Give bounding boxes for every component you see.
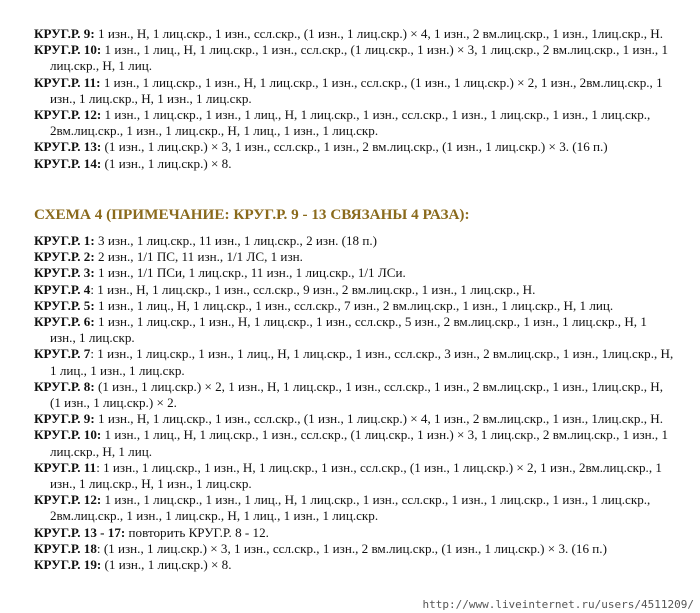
round-row: [34, 233, 674, 249]
round-row: [34, 411, 674, 427]
round-text: 1 изн., 1 лиц.скр., 1 изн., Н, 1 лиц.скр., 1 изн., ссл.скр., (1 изн., 1 лиц.скр.) × 2, 1 изн., 2вм.лиц.скр., 1 изн., 1 лиц.скр., Н, 1 изн., 1 лиц.скр.: [50, 74, 663, 106]
round-text: 1 изн., 1/1 ПСи, 1 лиц.скр., 11 изн., 1 лиц.скр., 1/1 ЛСи.: [94, 265, 406, 281]
round-label: КРУГ.Р. 4: [34, 281, 91, 297]
round-row: [34, 460, 674, 492]
round-label: КРУГ.Р. 7: [34, 346, 91, 362]
round-label: КРУГ.Р. 9:: [34, 411, 95, 427]
round-label: КРУГ.Р. 19:: [34, 557, 102, 573]
round-row: [34, 265, 674, 281]
round-text: 1 изн., Н, 1 лиц.скр., 1 изн., ссл.скр., (1 изн., 1 лиц.скр.) × 4, 1 изн., 2 вм.лиц.скр., 1 изн., 1лиц.скр., Н.: [94, 411, 664, 427]
round-text: 1 изн., 1 лиц.скр., 1 изн., 1 лиц., Н, 1 лиц.скр., 1 изн., ссл.скр., 1 изн., 1 лиц.скр., 1 изн., 1 лиц.скр., 2вм.лиц.скр., 1 изн., 1 лиц.скр., Н, 1 лиц., 1 изн., 1 лиц.скр.: [50, 107, 651, 139]
round-label: КРУГ.Р. 10:: [34, 42, 102, 58]
round-label: КРУГ.Р. 12:: [34, 107, 102, 123]
round-row: [34, 282, 674, 298]
round-label: КРУГ.Р. 11: [34, 459, 97, 475]
round-text: (1 изн., 1 лиц.скр.) × 8.: [101, 557, 232, 573]
round-text: : 1 изн., 1 лиц.скр., 1 изн., Н, 1 лиц.скр., 1 изн., ссл.скр., (1 изн., 1 лиц.скр.) × 2, 1 изн., 2вм.лиц.скр., 1 изн., 1 лиц.скр., Н, 1 изн., 1 лиц.скр.: [50, 459, 662, 492]
round-row: [34, 139, 674, 155]
round-row: [34, 541, 674, 557]
round-text: (1 изн., 1 лиц.скр.) × 8.: [101, 155, 232, 171]
round-row: [34, 379, 674, 411]
round-row: [34, 525, 674, 541]
round-text: (1 изн., 1 лиц.скр.) × 3, 1 изн., ссл.скр., 1 изн., 2 вм.лиц.скр., (1 изн., 1 лиц.скр.) × 3. (16 п.): [101, 139, 608, 155]
round-text: (1 изн., 1 лиц.скр.) × 2, 1 изн., Н, 1 лиц.скр., 1 изн., ссл.скр., 1 изн., 2 вм.лиц.скр., 1 изн., 1лиц.скр., Н, (1 изн., 1 лиц.скр.) × 2.: [50, 378, 664, 411]
round-label: КРУГ.Р. 13:: [34, 139, 102, 155]
round-row: [34, 107, 674, 139]
round-row: [34, 75, 674, 107]
scheme-4-heading: СХЕМА 4 (ПРИМЕЧАНИЕ: КРУГ.Р. 9 - 13 СВЯЗАНЫ 4 РАЗА):: [34, 206, 470, 223]
round-row: [34, 314, 674, 346]
round-text: 1 изн., 1 лиц., Н, 1 лиц.скр., 1 изн., ссл.скр., (1 лиц.скр., 1 изн.) × 3, 1 лиц.скр., 2 вм.лиц.скр., 1 изн., 1 лиц.скр., Н, 1 лиц.: [50, 427, 669, 459]
round-text: 1 изн., 1 лиц., Н, 1 лиц.скр., 1 изн., ссл.скр., 7 изн., 2 вм.лиц.скр., 1 изн., 1 лиц.скр., Н, 1 лиц.: [94, 297, 614, 313]
round-text: 2 изн., 1/1 ПС, 11 изн., 1/1 ЛС, 1 изн.: [94, 249, 303, 265]
part1-instructions: [34, 26, 674, 172]
round-label: КРУГ.Р. 18: [34, 540, 97, 556]
round-label: КРУГ.Р. 8:: [34, 378, 95, 394]
round-text: : (1 изн., 1 лиц.скр.) × 3, 1 изн., ссл.скр., 1 изн., 2 вм.лиц.скр., (1 изн., 1 лиц.скр.) × 3. (16 п.): [96, 540, 607, 556]
round-label: КРУГ.Р. 5:: [34, 297, 95, 313]
round-label: КРУГ.Р. 14:: [34, 155, 102, 171]
round-label: КРУГ.Р. 13 - 17:: [34, 524, 126, 540]
round-text: 1 изн., 1 лиц., Н, 1 лиц.скр., 1 изн., ссл.скр., (1 лиц.скр., 1 изн.) × 3, 1 лиц.скр., 2 вм.лиц.скр., 1 изн., 1 лиц.скр., Н, 1 лиц.: [50, 42, 669, 74]
round-text: : 1 изн., 1 лиц.скр., 1 изн., 1 лиц., Н, 1 лиц.скр., 1 изн., ссл.скр., 3 изн., 2 вм.лиц.скр., 1 изн., 1лиц.скр., Н, 1 лиц., 1 изн., 1 лиц.скр.: [50, 346, 674, 378]
round-row: [34, 249, 674, 265]
round-row: [34, 298, 674, 314]
round-label: КРУГ.Р. 1:: [34, 233, 95, 248]
round-row: [34, 156, 674, 172]
round-text: : 1 изн., Н, 1 лиц.скр., 1 изн., ссл.скр., 9 изн., 2 вм.лиц.скр., 1 изн., 1 лиц.скр., Н.: [90, 281, 536, 297]
round-text: 1 изн., 1 лиц.скр., 1 изн., Н, 1 лиц.скр., 1 изн., ссл.скр., 5 изн., 2 вм.лиц.скр., 1 изн., 1 лиц.скр., Н, 1 изн., 1 лиц.скр.: [50, 314, 647, 346]
round-text: повторить КРУГ.Р. 8 - 12.: [125, 524, 269, 540]
round-label: КРУГ.Р. 2:: [34, 249, 95, 265]
round-text: 1 изн., 1 лиц.скр., 1 изн., 1 лиц., Н, 1 лиц.скр., 1 изн., ссл.скр., 1 изн., 1 лиц.скр., 1 изн., 1 лиц.скр., 2вм.лиц.скр., 1 изн., 1 лиц.скр., Н, 1 лиц., 1 изн., 1 лиц.скр.: [50, 492, 651, 524]
round-row: [34, 427, 674, 459]
round-label: КРУГ.Р. 6:: [34, 314, 95, 330]
round-row: [34, 557, 674, 573]
round-label: КРУГ.Р. 3:: [34, 265, 95, 281]
round-row: [34, 42, 674, 74]
round-row: [34, 346, 674, 378]
source-watermark: http://www.liveinternet.ru/users/4511209/: [422, 598, 694, 611]
round-text: 3 изн., 1 лиц.скр., 11 изн., 1 лиц.скр., 2 изн. (18 п.): [94, 233, 377, 248]
round-row: [34, 492, 674, 524]
round-label: КРУГ.Р. 11:: [34, 74, 101, 90]
scheme-4-instructions: [34, 233, 674, 573]
round-label: КРУГ.Р. 10:: [34, 427, 102, 443]
round-text: 1 изн., Н, 1 лиц.скр., 1 изн., ссл.скр., (1 изн., 1 лиц.скр.) × 4, 1 изн., 2 вм.лиц.скр., 1 изн., 1лиц.скр., Н.: [94, 26, 664, 41]
round-label: КРУГ.Р. 9:: [34, 26, 95, 41]
round-label: КРУГ.Р. 12:: [34, 492, 102, 508]
round-row: [34, 26, 674, 42]
